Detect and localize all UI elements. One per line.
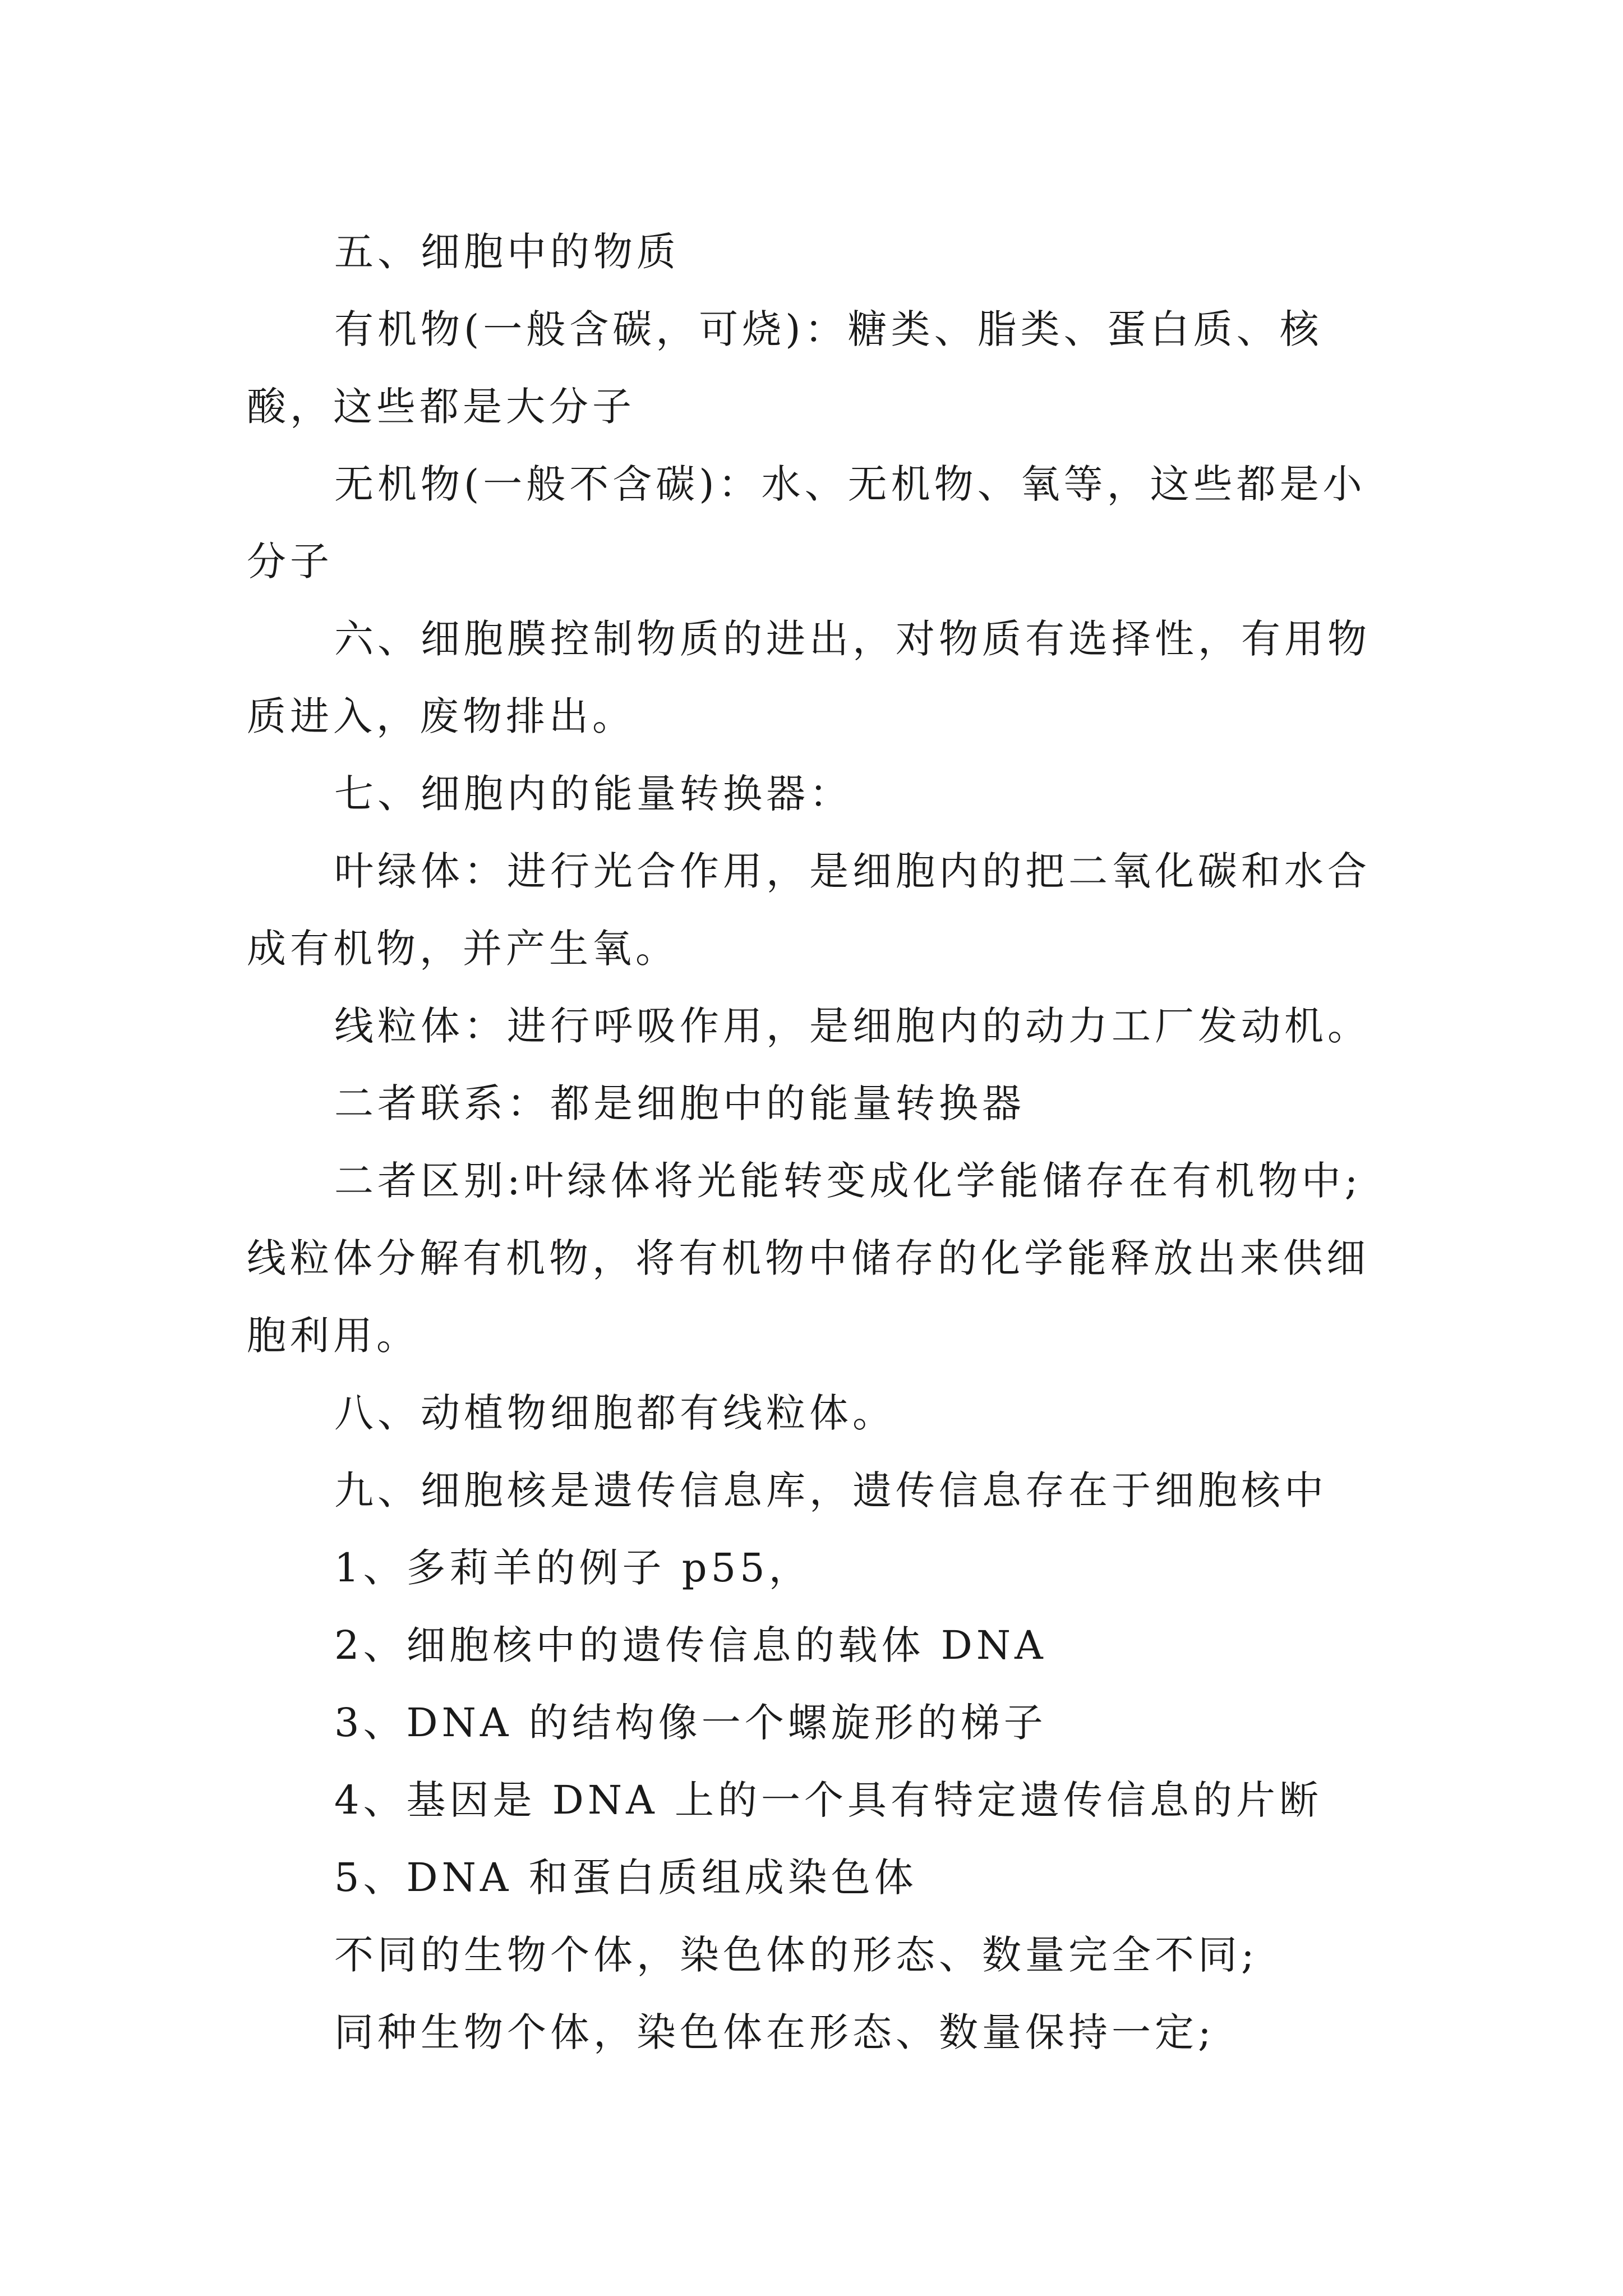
list-item-2: 2、细胞核中的遗传信息的载体 DNA [334,1622,1047,1668]
paragraph-mitochondria: 线粒体：进行呼吸作用，是细胞内的动力工厂发动机。 [334,1003,1371,1049]
paragraph-relation: 二者联系：都是细胞中的能量转换器 [334,1080,1025,1126]
paragraph-difference: 二者区别:叶绿体将光能转变成化学能储存在有机物中;线粒体分解有机物，将有机物中储存的化学能释放出来供细胞利用。 [247,1158,1370,1359]
paragraph-same-species: 同种生物个体，染色体在形态、数量保持一定; [334,2009,1215,2055]
list-item-3: 3、DNA 的结构像一个螺旋形的梯子 [334,1700,1047,1746]
list-item-1: 1、多莉羊的例子 p55， [334,1545,812,1591]
section-heading-9: 九、细胞核是遗传信息库，遗传信息存在于细胞核中 [334,1467,1327,1513]
section-heading-8: 八、动植物细胞都有线粒体。 [334,1390,896,1436]
section-heading-7: 七、细胞内的能量转换器： [334,771,852,817]
paragraph-different-species: 不同的生物个体，染色体的形态、数量完全不同; [334,1932,1258,1978]
section-heading-6: 六、细胞膜控制物质的进出，对物质有选择性，有用物质进入，废物排出。 [247,616,1371,739]
document-body [247,213,1385,2071]
paragraph-organic-matter: 有机物(一般含碳，可烧)：糖类、脂类、蛋白质、核酸，这些都是大分子 [247,306,1323,430]
list-item-4: 4、基因是 DNA 上的一个具有特定遗传信息的片断 [334,1777,1322,1823]
section-heading-5: 五、细胞中的物质 [334,229,680,275]
list-item-5: 5、DNA 和蛋白质组成染色体 [334,1855,917,1901]
paragraph-inorganic-matter: 无机物(一般不含碳)：水、无机物、氧等，这些都是小分子 [247,461,1366,585]
paragraph-chloroplast: 叶绿体：进行光合作用，是细胞内的把二氧化碳和水合成有机物，并产生氧。 [247,848,1371,972]
